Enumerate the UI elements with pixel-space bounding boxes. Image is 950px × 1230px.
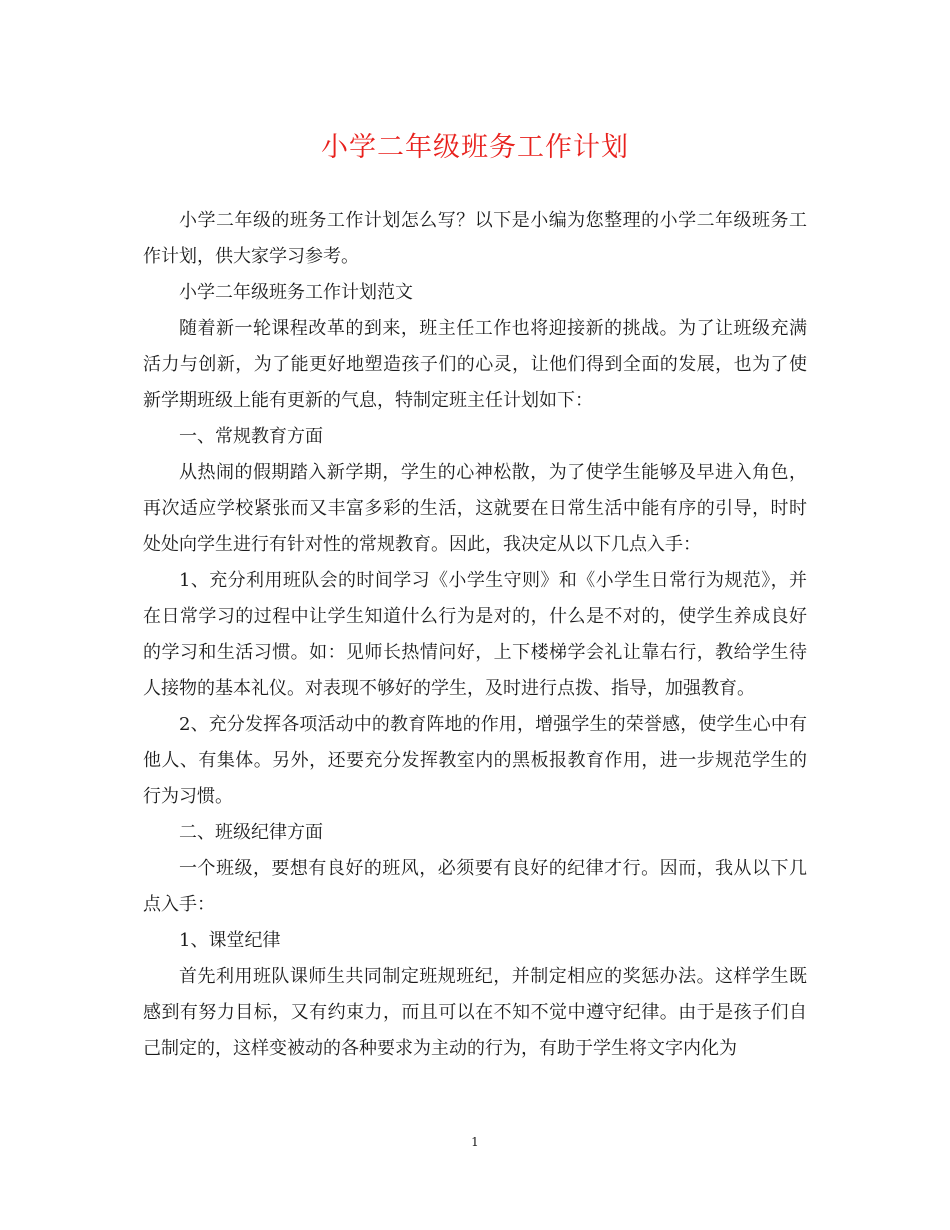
paragraph: 1、充分利用班队会的时间学习《小学生守则》和《小学生日常行为规范》，并在日常学习的过程中让学生知道什么行为是对的，什么是不对的，使学生养成良好的学习和生活习惯。如：见师长热情问好，上下楼梯学会礼让靠右行，教给学生待人接物的基本礼仪。对表现不够好的学生，及时进行点拨、指导，加强教育。	[143, 570, 807, 699]
page-number: 1	[471, 1135, 479, 1149]
section-heading: 一、常规教育方面	[179, 426, 323, 447]
document-body	[143, 203, 807, 1067]
paragraph: 一个班级，要想有良好的班风，必须要有良好的纪律才行。因而，我从以下几点入手：	[143, 858, 807, 915]
paragraph: 2、充分发挥各项活动中的教育阵地的作用，增强学生的荣誉感，使学生心中有他人、有集体。另外，还要充分发挥教室内的黑板报教育作用，进一步规范学生的行为习惯。	[143, 714, 807, 807]
paragraph: 小学二年级的班务工作计划怎么写？以下是小编为您整理的小学二年级班务工作计划，供大家学习参考。	[143, 210, 807, 267]
section-heading: 二、班级纪律方面	[179, 822, 323, 843]
paragraph: 随着新一轮课程改革的到来，班主任工作也将迎接新的挑战。为了让班级充满活力与创新，为了能更好地塑造孩子们的心灵，让他们得到全面的发展，也为了使新学期班级上能有更新的气息，特制定班主任计划如下：	[143, 318, 807, 411]
paragraph: 小学二年级班务工作计划范文	[179, 282, 413, 303]
subsection-heading: 1、课堂纪律	[179, 930, 281, 951]
paragraph: 从热闹的假期踏入新学期，学生的心神松散，为了使学生能够及早进入角色，再次适应学校紧张而又丰富多彩的生活，这就要在日常生活中能有序的引导，时时处处向学生进行有针对性的常规教育。因此，我决定从以下几点入手：	[143, 462, 807, 555]
paragraph: 首先利用班队课师生共同制定班规班纪，并制定相应的奖惩办法。这样学生既感到有努力目标，又有约束力，而且可以在不知不觉中遵守纪律。由于是孩子们自己制定的，这样变被动的各种要求为主动的行为，有助于学生将文字内化为	[143, 966, 807, 1059]
document-title: 小学二年级班务工作计划	[321, 132, 629, 163]
